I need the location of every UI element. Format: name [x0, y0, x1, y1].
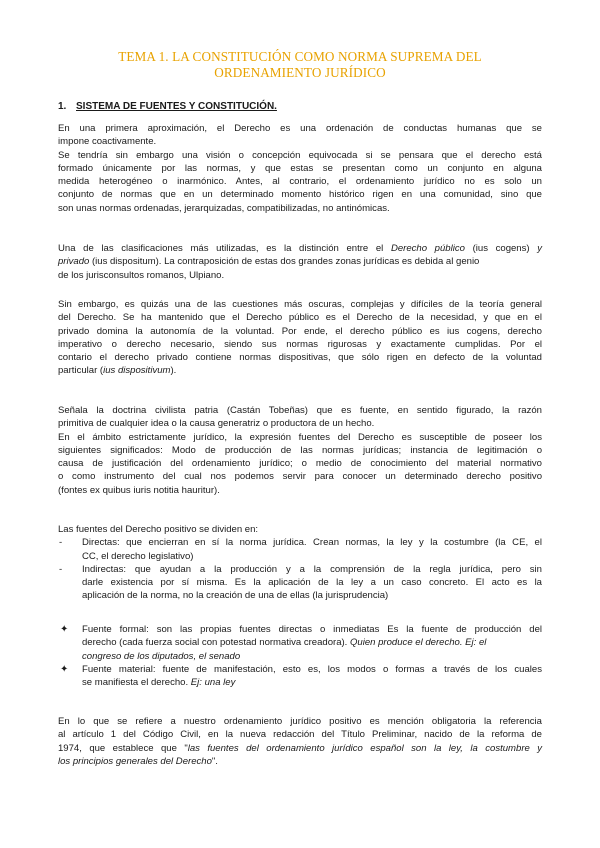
- list-item-indirectas: [58, 563, 542, 603]
- dash-bullet: -: [59, 537, 63, 549]
- list-item-directas: [58, 536, 542, 563]
- text-line: [82, 636, 542, 649]
- text-line: En una primera aproximación, el Derecho es una ordenación de conductas humanas que se: [58, 123, 542, 134]
- star-bullet-icon: ✦: [60, 624, 69, 635]
- text-line: primitiva de cualquier idea o la causa generatriz o productora de un hecho.: [58, 418, 375, 430]
- text-line: contario el derecho privado contiene normas dispositivas, que sólo rigen en defecto de la voluntad: [58, 352, 542, 364]
- text-line: [58, 742, 542, 755]
- text-line: siguientes significados: Modo de producción de las normas jurídicas; instancia de legitimación o: [58, 444, 542, 456]
- section-number: 1.: [58, 101, 67, 112]
- section-heading-text: SISTEMA DE FUENTES Y CONSTITUCIÓN.: [76, 101, 277, 112]
- title-line-1: TEMA 1. LA CONSTITUCIÓN COMO NORMA SUPREMA DEL: [118, 49, 482, 64]
- paragraph-1: [58, 122, 542, 215]
- sources-list: [58, 523, 542, 603]
- document-title: [40, 49, 560, 81]
- text-line: congreso de los diputados, el senado: [82, 650, 241, 662]
- text-line: formado únicamente por las normas, y que estas se presentan como un conjunto en alguna: [58, 162, 542, 174]
- text-line: conjunto de normas que en un determinado momento histórico rigen en una comunidad, sino que: [58, 189, 542, 201]
- title-line-2: ORDENAMIENTO JURÍDICO: [214, 65, 386, 80]
- text-run: Una de las clasificaciones más utilizadas, es la distinción entre el: [58, 243, 391, 254]
- text-run: (ius cogens): [464, 243, 538, 254]
- text-line: son unas normas ordenadas, jerarquizadas, compatibilizadas, no antinómicas.: [58, 202, 390, 214]
- italic-run: Quien produce el derecho. Ej: el: [350, 637, 487, 649]
- text-line: [58, 255, 542, 268]
- list-item-fuente-material: [58, 663, 542, 690]
- paragraph-5: [58, 404, 542, 497]
- text-line: de los jurisconsultos romanos, Ulpiano.: [58, 269, 225, 281]
- text-line: Directas: que encierran en sí la norma jurídica. Crean normas, la ley y la costumbre (la CE, el: [82, 537, 542, 549]
- paragraph-3: [58, 242, 542, 282]
- text-line: Señala la doctrina civilista patria (Castán Tobeñas) que es fuente, en sentido figurado, la razón: [58, 405, 542, 416]
- text-line: CC, el derecho legislativo): [82, 550, 194, 562]
- text-run: 1974, que establece que ": [58, 742, 188, 754]
- text-line: Fuente material: fuente de manifestación, esto es, los modos o formas a través de los cuales: [82, 663, 542, 675]
- text-run: ).: [170, 365, 177, 377]
- text-line: medida heterogéneo o inarmónico. Antes, al contrario, el ordenamiento jurídico no es solo un: [58, 176, 542, 188]
- text-line: Fuente formal: son las propias fuentes directas o inmediatas Es la fuente de producción del: [82, 624, 542, 635]
- text-line: En lo que se refiere a nuestro ordenamiento jurídico positivo es mención obligatoria la referencia: [58, 716, 542, 727]
- italic-run: Ej: una ley: [190, 677, 236, 689]
- source-types-list: [58, 623, 542, 689]
- text-run: ".: [211, 755, 218, 767]
- text-line: impone coactivamente.: [58, 136, 157, 148]
- text-line: del Derecho. Se ha mantenido que el Derecho público es el Derecho de la necesidad, y que en el: [58, 312, 542, 324]
- text-line: darle existencia por sí misma. Es la aplicación de la ley a un caso concreto. El acto es la: [82, 577, 542, 589]
- text-line: aplicación de la norma, no la creación de una de ellas (la jurisprudencia): [82, 590, 389, 602]
- text-line: [58, 242, 542, 255]
- text-line: causa de justificación del ordenamiento jurídico; o medio de conocimiento del material normativo: [58, 458, 542, 470]
- list-item-fuente-formal: [58, 623, 542, 663]
- italic-run: ius dispositivum: [103, 365, 171, 377]
- text-run: (ius dispositum). La contraposición de estas dos grandes zonas jurídicas es debida al genio: [89, 256, 480, 268]
- italic-run: y: [537, 243, 542, 254]
- text-line: [58, 364, 542, 377]
- list-intro: Las fuentes del Derecho positivo se dividen en:: [58, 524, 259, 535]
- text-run: particular (: [58, 365, 104, 377]
- text-line: (fontes ex quibus iuris notitia hauritur).: [58, 484, 220, 496]
- text-line: Se tendría sin embargo una visión o concepción equivocada si se pensara que el derecho está: [58, 149, 542, 161]
- italic-run: Derecho público: [390, 243, 465, 254]
- paragraph-8: [58, 715, 542, 768]
- text-line: Sin embargo, es quizás una de las cuestiones más oscuras, complejas y difíciles de la teoría general: [58, 299, 542, 310]
- dash-bullet: -: [59, 563, 63, 575]
- italic-run: las fuentes del ordenamiento jurídico español son la ley, la costumbre y: [187, 742, 543, 754]
- text-line: o como instrumento del cual nos podemos servir para conocer un determinado derecho positivo: [58, 471, 542, 483]
- text-run: se manifiesta el derecho.: [82, 677, 191, 689]
- section-heading: [58, 100, 277, 113]
- text-line: Indirectas: que ayudan a la producción y a la comprensión de la regla jurídica, pero sin: [82, 563, 542, 575]
- italic-run: los principios generales del Derecho: [58, 755, 212, 767]
- paragraph-4: [58, 298, 542, 378]
- text-line: privado domina la autonomía de la voluntad. Por ende, el derecho público es ius cogens, derecho: [58, 325, 542, 337]
- text-line: En el ámbito estrictamente jurídico, la expresión fuentes del Derecho es susceptible de poseer los: [58, 431, 542, 443]
- star-bullet-icon: ✦: [60, 663, 69, 675]
- text-line: [82, 676, 542, 689]
- text-line: imperativo o derecho necesario, siendo sus normas rigurosas y exactamente cumplidas. Por el: [58, 338, 542, 350]
- italic-run: privado: [58, 256, 90, 268]
- text-line: al artículo 1 del Código Civil, en la nueva redacción del Título Preliminar, nacido de la reforma de: [58, 729, 542, 741]
- text-run: derecho (cada fuerza social con potestad normativa creadora).: [82, 637, 350, 649]
- text-line: [58, 755, 542, 768]
